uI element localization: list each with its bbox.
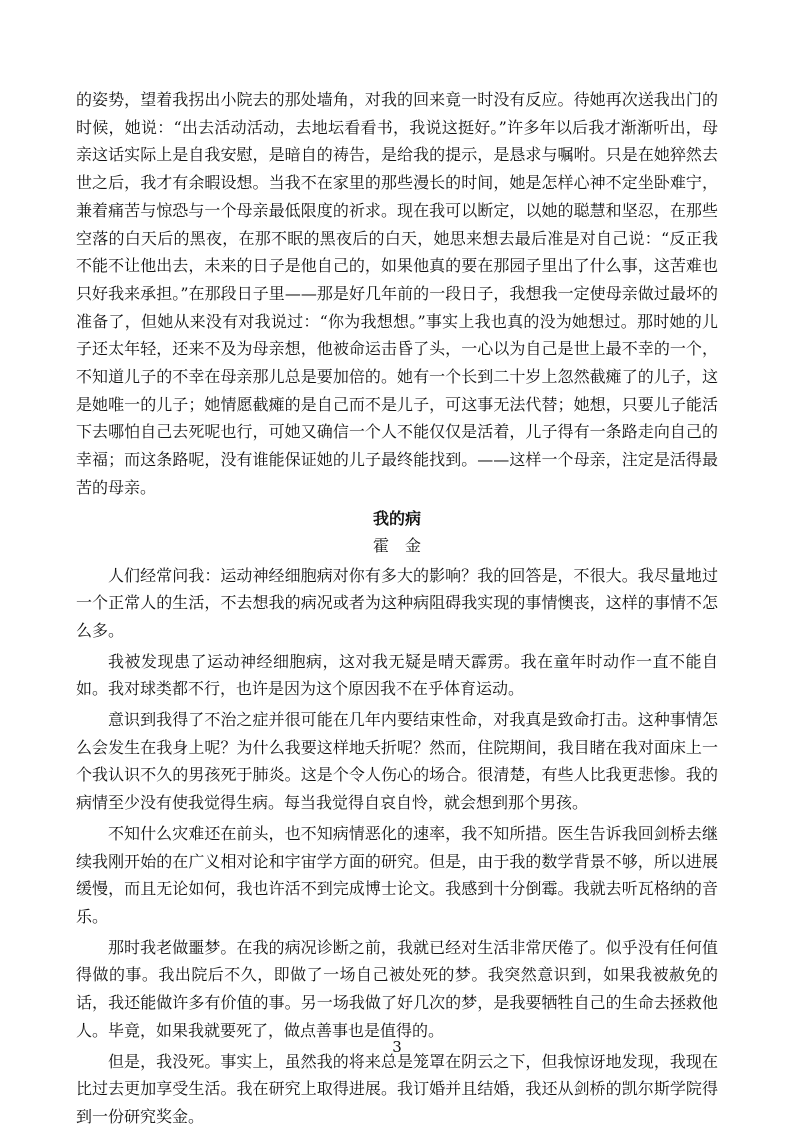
- paragraph-2: 我被发现患了运动神经细胞病，这对我无疑是晴天霹雳。我在童年时动作一直不能自如。我对球类都不行，也许是因为这个原因我不在乎体育运动。: [76, 651, 718, 699]
- paragraph-continued: 的姿势，望着我拐出小院去的那处墙角，对我的回来竟一时没有反应。待她再次送我出门的时候，她说：“出去活动活动，去地坛看看书，我说这挺好。”许多年以后我才渐渐听出，母亲这话实际上是自我安慰，是暗自的祷告，是给我的提示，是恳求与嘱咐。只是在她猝然去世之后，我才有余暇设想。当我不在家里的那些漫长的时间，她是怎样心神不定坐卧难宁，兼着痛苦与惊恐与一个母亲最低限度的祈求。现在我可以断定，以她的聪慧和坚忍，在那些空落的白天后的黑夜，在那不眠的黑夜后的白天，她思来想去最后准是对自己说：“反正我不能不让他出去，未来的日子是他自己的，如果他真的要在那园子里出了什么事，这苦难也只好我来承担。”在那段日子里——那是好几年前的一段日子，我想我一定使母亲做过最坏的准备了，但她从来没有对我说过：“你为我想想。”事实上我也真的没为她想过。那时她的儿子还太年轻，还来不及为母亲想，他被命运击昏了头，一心以为自己是世上最不幸的一个，不知道儿子的不幸在母亲那儿总是要加倍的。她有一个长到二十岁上忽然截瘫了的儿子，这是她唯一的儿子；她情愿截瘫的是自己而不是儿子，可这事无法代替；她想，只要儿子能活下去哪怕自己去死呢也行，可她又确信一个人不能仅仅是活着，儿子得有一条路走向自己的幸福；而这条路呢，没有谁能保证她的儿子最终能找到。——这样一个母亲，注定是活得最苦的母亲。: [76, 90, 718, 497]
- paragraph-4: 不知什么灾难还在前头，也不知病情恶化的速率，我不知所措。医生告诉我回剑桥去继续我刚开始的在广义相对论和宇宙学方面的研究。但是，由于我的数学背景不够，所以进展缓慢，而且无论如何，我也许活不到完成博士论文。我感到十分倒霉。我就去听瓦格纳的音乐。: [76, 823, 718, 926]
- document-body: [76, 86, 718, 1134]
- page-number: 3: [392, 1038, 402, 1056]
- paragraph-5: 那时我老做噩梦。在我的病况诊断之前，我就已经对生活非常厌倦了。似乎没有任何值得做的事。我出院后不久，即做了一场自己被处死的梦。我突然意识到，如果我被赦免的话，我还能做许多有价值的事。另一场我做了好几次的梦，是我要牺牲自己的生命去拯救他人。毕竟，如果我就要死了，做点善事也是值得的。: [76, 937, 718, 1040]
- paragraph-1: 人们经常问我：运动神经细胞病对你有多大的影响？我的回答是，不很大。我尽量地过一个正常人的生活，不去想我的病况或者为这种病阻碍我实现的事情懊丧，这样的事情不怎么多。: [76, 565, 718, 640]
- section-author: 霍金: [372, 535, 437, 555]
- section-title: 我的病: [372, 508, 421, 528]
- paragraph-6: 但是，我没死。事实上，虽然我的将来总是笼罩在阴云之下，但我惊讶地发现，我现在比过去更加享受生活。我在研究上取得进展。我订婚并且结婚，我还从剑桥的凯尔斯学院得到一份研究奖金。: [76, 1051, 718, 1126]
- paragraph-3: 意识到我得了不治之症并很可能在几年内要结束性命，对我真是致命打击。这种事情怎么会发生在我身上呢？为什么我要这样地夭折呢？然而，住院期间，我目睹在我对面床上一个我认识不久的男孩死于肺炎。这是个令人伤心的场合。很清楚，有些人比我更悲惨。我的病情至少没有使我觉得生病。每当我觉得自哀自怜，就会想到那个男孩。: [76, 710, 718, 813]
